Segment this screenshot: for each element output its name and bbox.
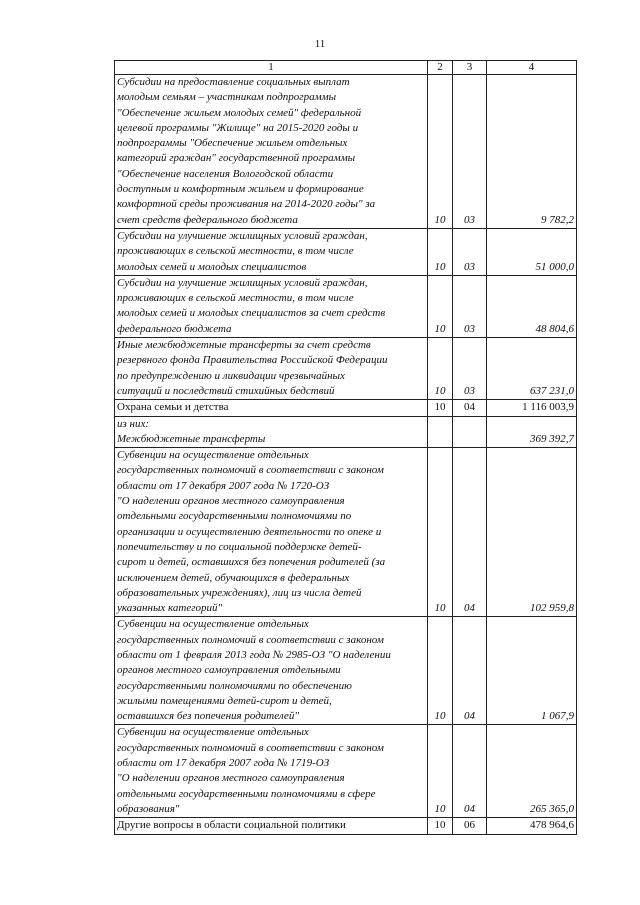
table-row [115,725,577,818]
row-amount: 1 067,9 [487,617,577,725]
table-row [115,617,577,725]
row-amount: 102 959,8 [487,448,577,617]
budget-table [114,60,577,835]
table-row [115,416,577,448]
row-amount: 9 782,2 [487,75,577,229]
row-amount: 637 231,0 [487,338,577,400]
row-subsection: 03 [453,75,487,229]
row-section: 10 [428,725,453,818]
row-amount: 369 392,7 [487,416,577,448]
row-name: Иные межбюджетные трансферты за счет средств резервного фонда Правительства Российской Федерации по предупреждению и ликвидации чрезвычайных ситуаций и последствий стихийных бедствий [115,338,428,400]
row-amount: 478 964,6 [487,818,577,834]
table-row [115,275,577,337]
table-row [115,818,577,834]
table-body [115,75,577,835]
table-row [115,448,577,617]
row-section [428,416,453,448]
row-name: Охрана семьи и детства [115,400,428,416]
row-subsection: 03 [453,275,487,337]
row-name: Субсидии на улучшение жилищных условий граждан, проживающих в сельской местности, в том числе молодых семей и молодых специалистов [115,228,428,275]
row-section: 10 [428,617,453,725]
table-row [115,228,577,275]
header-col-amount: 4 [487,61,577,75]
table-row [115,75,577,229]
row-name: Субвенции на осуществление отдельных государственных полномочий в соответствии с законом области от 1 февраля 2013 года № 2985-ОЗ "О наделении органов местного самоуправления отдельными государственными полномочиями по обеспечению жилыми помещениями детей-сирот и детей, оставшихся без попечения родителей" [115,617,428,725]
page-number: 11 [314,38,326,50]
row-name: из них: Межбюджетные трансферты [115,416,428,448]
row-amount: 265 365,0 [487,725,577,818]
row-section: 10 [428,448,453,617]
row-section: 10 [428,75,453,229]
row-subsection: 04 [453,448,487,617]
row-subsection: 04 [453,617,487,725]
row-subsection: 06 [453,818,487,834]
row-name: Другие вопросы в области социальной политики [115,818,428,834]
row-name: Субвенции на осуществление отдельных государственных полномочий в соответствии с законом области от 17 декабря 2007 года № 1719-ОЗ "О наделении органов местного самоуправления отдельными государственными полномочиями в сфере образования" [115,725,428,818]
row-subsection: 04 [453,400,487,416]
row-name: Субсидии на предоставление социальных выплат молодым семьям – участникам подпрограммы "Обеспечение жильем молодых семей" федеральной целевой программы "Жилище" на 2015-2020 годы и подпрограммы "Обеспечение жильем отдельных категорий граждан" государственной программы "Обеспечение населения Вологодской области доступным и комфортным жильем и формирование комфортной среды проживания на 2014-2020 годы" за счет средств федерального бюджета [115,75,428,229]
row-amount: 48 804,6 [487,275,577,337]
row-subsection: 03 [453,228,487,275]
row-subsection [453,416,487,448]
row-subsection: 04 [453,725,487,818]
row-section: 10 [428,400,453,416]
header-row [115,61,577,75]
table-header [115,61,577,75]
row-amount: 51 000,0 [487,228,577,275]
header-col-name: 1 [115,61,428,75]
header-col-section: 2 [428,61,453,75]
row-section: 10 [428,228,453,275]
table-row [115,400,577,416]
row-amount: 1 116 003,9 [487,400,577,416]
row-name: Субсидии на улучшение жилищных условий граждан, проживающих в сельской местности, в том числе молодых семей и молодых специалистов за счет средств федерального бюджета [115,275,428,337]
row-section: 10 [428,275,453,337]
row-name: Субвенции на осуществление отдельных государственных полномочий в соответствии с законом области от 17 декабря 2007 года № 1720-ОЗ "О наделении органов местного самоуправления отдельными государственными полномочиями по организации и осуществлению деятельности по опеке и попечительству и по социальной поддержке детей- сирот и детей, оставшихся без попечения родителей (за исключением детей, обучающихся в федеральных образовательных учреждениях), лиц из числа детей указанных категорий" [115,448,428,617]
row-section: 10 [428,338,453,400]
row-section: 10 [428,818,453,834]
row-subsection: 03 [453,338,487,400]
header-col-subsection: 3 [453,61,487,75]
table-row [115,338,577,400]
